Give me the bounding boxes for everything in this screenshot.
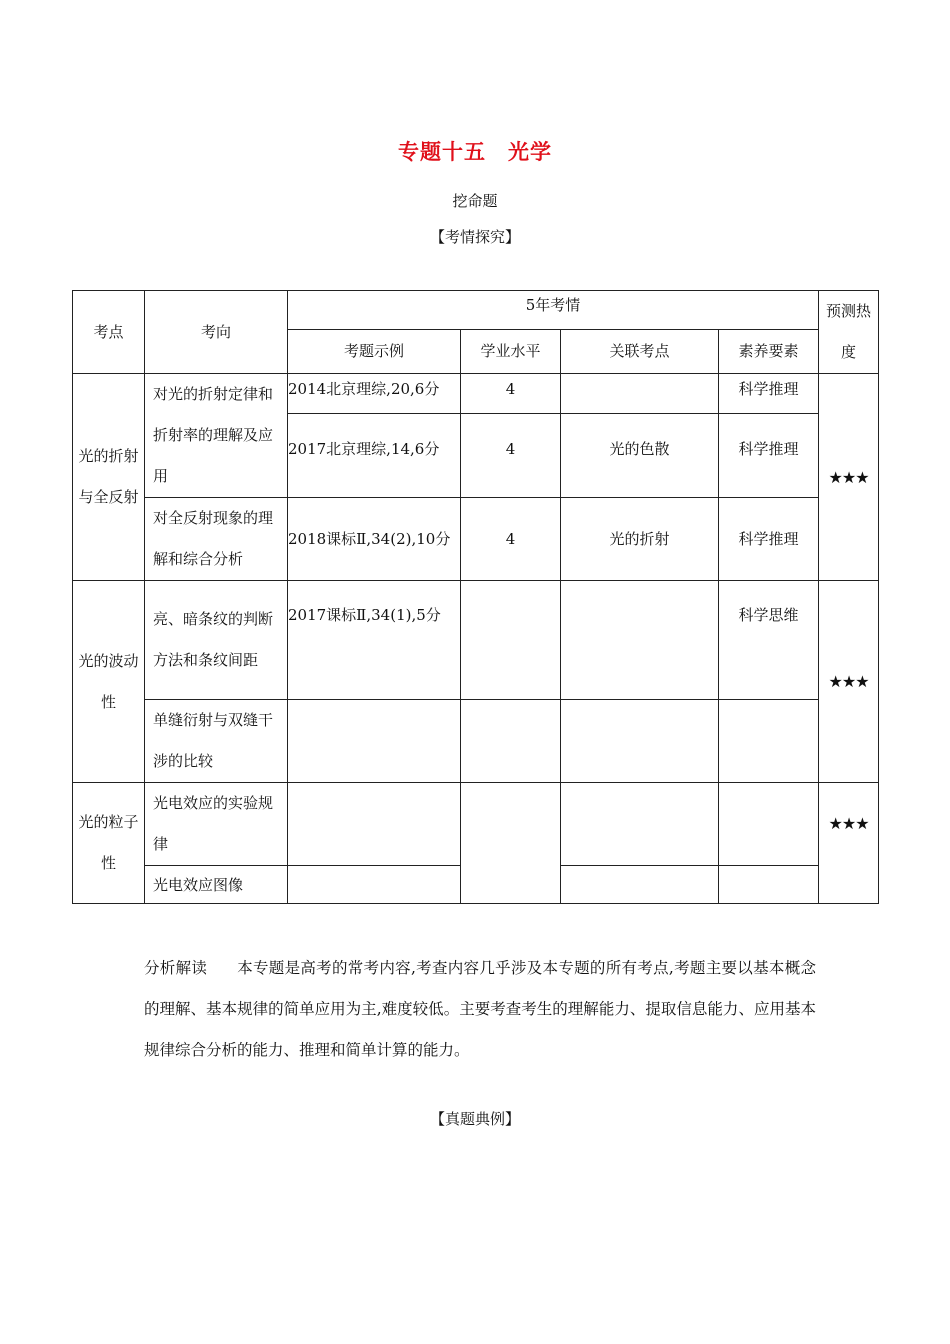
analysis-lead: 分析解读 bbox=[144, 959, 208, 977]
header-point: 考点 bbox=[73, 291, 145, 374]
direction-refraction-law: 对光的折射定律和折射率的理解及应用 bbox=[145, 374, 288, 498]
example-cell: 2014北京理综,20,6分 bbox=[288, 374, 461, 414]
level-cell bbox=[461, 700, 561, 783]
direction-photoelectric-graph: 光电效应图像 bbox=[145, 866, 288, 904]
exam-analysis-table bbox=[72, 290, 879, 904]
literacy-cell: 科学推理 bbox=[719, 374, 819, 414]
header-level: 学业水平 bbox=[461, 329, 561, 373]
example-cell bbox=[288, 783, 461, 866]
header-literacy: 素养要素 bbox=[719, 329, 819, 373]
page-title bbox=[0, 136, 950, 166]
literacy-cell bbox=[719, 700, 819, 783]
analysis-text: 本专题是高考的常考内容,考查内容几乎涉及本专题的所有考点,考题主要以基本概念的理解、基本规律的简单应用为主,难度较低。主要考查考生的理解能力、提取信息能力、应用基本规律综合分析的能力、推理和简单计算的能力。 bbox=[144, 959, 816, 1059]
heat-stars: ★★★ bbox=[819, 581, 879, 783]
direction-photoelectric-law: 光电效应的实验规律 bbox=[145, 783, 288, 866]
header-related: 关联考点 bbox=[561, 329, 719, 373]
title-part1: 专题十五 bbox=[398, 140, 486, 164]
analysis-paragraph bbox=[144, 948, 816, 1071]
example-cell: 2017北京理综,14,6分 bbox=[288, 414, 461, 498]
related-cell: 光的色散 bbox=[561, 414, 719, 498]
subtitle: 挖命题 bbox=[452, 192, 498, 210]
direction-total-reflection: 对全反射现象的理解和综合分析 bbox=[145, 498, 288, 581]
header-example: 考题示例 bbox=[288, 329, 461, 373]
example-cell: 2017课标Ⅱ,34(1),5分 bbox=[288, 581, 461, 700]
point-wave: 光的波动性 bbox=[73, 581, 145, 783]
header-direction: 考向 bbox=[145, 291, 288, 374]
header-heat: 预测热度 bbox=[819, 291, 879, 374]
example-cell: 2018课标Ⅱ,34(2),10分 bbox=[288, 498, 461, 581]
heat-stars: ★★★ bbox=[819, 783, 879, 904]
example-cell bbox=[288, 700, 461, 783]
example-cell bbox=[288, 866, 461, 904]
direction-diffraction-interference: 单缝衍射与双缝干涉的比较 bbox=[145, 700, 288, 783]
title-part2: 光学 bbox=[508, 140, 552, 164]
section-heading-exam-analysis: 【考情探究】 bbox=[429, 228, 520, 246]
literacy-cell: 科学推理 bbox=[719, 498, 819, 581]
literacy-cell bbox=[719, 783, 819, 866]
section-heading-real-questions: 【真题典例】 bbox=[429, 1110, 520, 1128]
related-cell bbox=[561, 700, 719, 783]
point-refraction: 光的折射与全反射 bbox=[73, 374, 145, 581]
header-5year: 5年考情 bbox=[288, 291, 819, 330]
related-cell bbox=[561, 783, 719, 866]
level-cell: 4 bbox=[461, 414, 561, 498]
related-cell bbox=[561, 374, 719, 414]
level-cell: 4 bbox=[461, 374, 561, 414]
related-cell: 光的折射 bbox=[561, 498, 719, 581]
literacy-cell: 科学推理 bbox=[719, 414, 819, 498]
level-cell: 4 bbox=[461, 498, 561, 581]
literacy-cell bbox=[719, 866, 819, 904]
related-cell bbox=[561, 866, 719, 904]
level-cell bbox=[461, 783, 561, 904]
level-cell bbox=[461, 581, 561, 700]
literacy-cell: 科学思维 bbox=[719, 581, 819, 700]
point-particle: 光的粒子性 bbox=[73, 783, 145, 904]
direction-fringes: 亮、暗条纹的判断方法和条纹间距 bbox=[145, 581, 288, 700]
related-cell bbox=[561, 581, 719, 700]
heat-stars: ★★★ bbox=[819, 374, 879, 581]
